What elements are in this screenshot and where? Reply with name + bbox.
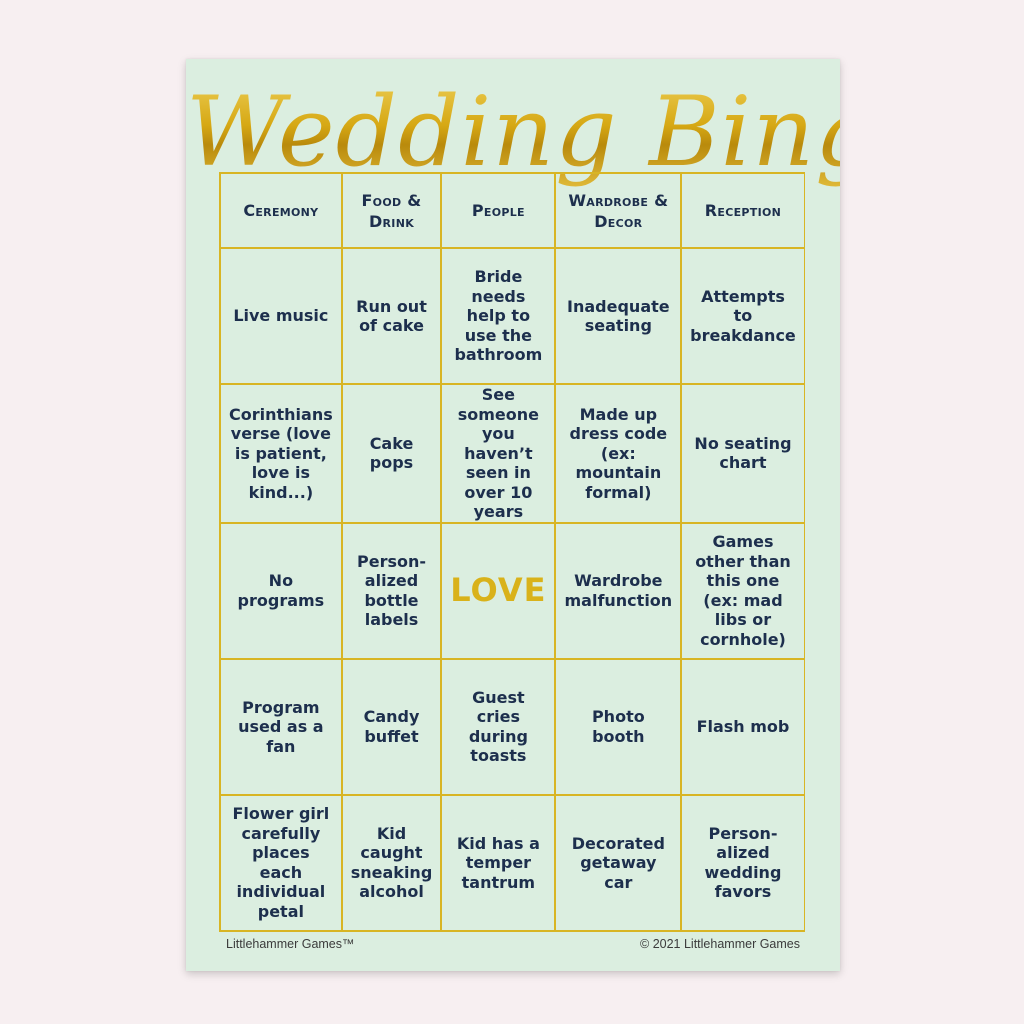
bingo-square[interactable]: Decorated getaway car bbox=[555, 795, 681, 931]
bingo-square[interactable]: Corinthians verse (love is patient, love is kind...) bbox=[220, 384, 342, 523]
bingo-square[interactable]: No programs bbox=[220, 523, 342, 659]
card-title: Wedding Bingo bbox=[186, 67, 840, 197]
bingo-square[interactable]: Wardrobe malfunction bbox=[555, 523, 681, 659]
bingo-square[interactable]: Live music bbox=[220, 248, 342, 384]
bingo-grid bbox=[219, 172, 805, 932]
free-space[interactable]: LOVE bbox=[441, 523, 555, 659]
bingo-square[interactable]: Kid has a temper tantrum bbox=[441, 795, 555, 931]
bingo-square[interactable]: Candy buffet bbox=[342, 659, 442, 795]
bingo-square[interactable]: Kid caught sneaking alcohol bbox=[342, 795, 442, 931]
column-header-ceremony: Ceremony bbox=[220, 173, 342, 248]
bingo-square[interactable]: Person-alized bottle labels bbox=[342, 523, 442, 659]
bingo-square[interactable]: Guest cries during toasts bbox=[441, 659, 555, 795]
bingo-square[interactable]: Flash mob bbox=[681, 659, 805, 795]
bingo-card bbox=[186, 59, 937, 971]
bingo-square[interactable]: Photo booth bbox=[555, 659, 681, 795]
bingo-square[interactable]: Games other than this one (ex: mad libs or cornhole) bbox=[681, 523, 805, 659]
bingo-square[interactable]: See someone you haven’t seen in over 10 years bbox=[441, 384, 555, 523]
bingo-square[interactable]: Flower girl carefully places each individual petal bbox=[220, 795, 342, 931]
footer-copyright: © 2021 Littlehammer Games bbox=[640, 937, 800, 951]
bingo-square[interactable]: Attempts to breakdance bbox=[681, 248, 805, 384]
bingo-square[interactable]: Inadequate seating bbox=[555, 248, 681, 384]
column-header-reception: Reception bbox=[681, 173, 805, 248]
bingo-square[interactable]: No seating chart bbox=[681, 384, 805, 523]
bingo-square[interactable]: Run out of cake bbox=[342, 248, 442, 384]
bingo-square[interactable]: Person-alized wedding favors bbox=[681, 795, 805, 931]
bingo-square[interactable]: Program used as a fan bbox=[220, 659, 342, 795]
footer-brand: Littlehammer Games™ bbox=[226, 937, 355, 951]
bingo-square[interactable]: Cake pops bbox=[342, 384, 442, 523]
bingo-square[interactable]: Bride needs help to use the bathroom bbox=[441, 248, 555, 384]
column-header-people: People bbox=[441, 173, 555, 248]
bingo-square[interactable]: Made up dress code (ex: mountain formal) bbox=[555, 384, 681, 523]
column-header-food-drink: Food & Drink bbox=[342, 173, 442, 248]
column-header-wardrobe-decor: Wardrobe & Decor bbox=[555, 173, 681, 248]
